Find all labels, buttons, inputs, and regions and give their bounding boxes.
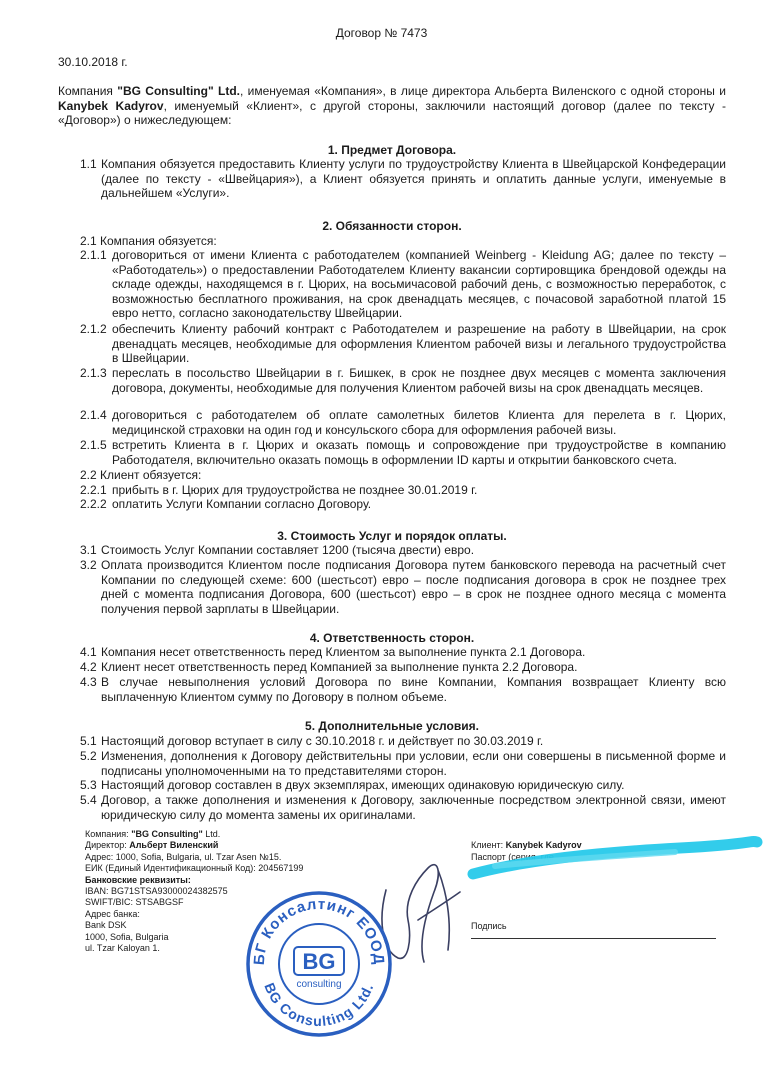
clause-text: переслать в посольство Швейцарии в г. Бишкек, в срок не позднее двух месяцев с момента заключения договора, документы, необходимые для получения Клиентом рабочей визы на срок двенадцать месяцев. (112, 366, 726, 395)
clause-2-1-1 (80, 248, 726, 321)
stamp-logo: BG (302, 949, 336, 974)
intro-client: Kanybek Kadyrov (58, 98, 164, 113)
stamp-text-top: БГ Консалтинг ЕООД (250, 895, 388, 966)
client-value: Kanybek Kadyrov (505, 840, 582, 850)
clause-number: 3.2 (80, 558, 97, 572)
clause-4-3 (80, 675, 726, 704)
clause-number: 2.1.4 (80, 408, 107, 422)
clause-text: В случае невыполнения условий Договора по вине Компании, Компания возвращает Клиенту всю выплаченную Клиентом сумму по Договору в полном объеме. (101, 675, 726, 704)
clause-5-2 (80, 749, 726, 778)
director-label: Директор: (85, 840, 130, 851)
clause-number: 2.1.5 (80, 438, 107, 452)
company-eik: ЕИК (Единый Идентификационный Код): 204567199 (85, 863, 304, 874)
clause-text: Клиент несет ответственность перед Компанией за выполнение пункта 2.2 Договора. (101, 660, 578, 674)
director-value: Альберт Виленский (129, 840, 219, 851)
clause-number: 4.3 (80, 675, 97, 689)
clause-number: 5.3 (80, 778, 97, 792)
clause-text: договориться с работодателем об оплате самолетных билетов Клиента для перелета в г. Цюрих, медицинской страховки на один год и консульского сбора для оформления рабочей визы. (112, 408, 726, 437)
bank-city: 1000, Sofia, Bulgaria (85, 931, 169, 942)
company-stamp (244, 889, 394, 1039)
clause-2-1-5 (80, 438, 726, 467)
clause-number: 2.2.1 (80, 482, 107, 497)
contract-date: 30.10.2018 г. (58, 55, 128, 69)
clause-3-1 (80, 543, 726, 558)
clause-text: Настоящий договор составлен в двух экземплярах, имеющих одинаковую юридическую силу. (101, 778, 625, 792)
clause-heading-text: 2.1 Компания обязуется: (80, 234, 217, 248)
intro-company: "BG Consulting" Ltd. (117, 84, 240, 98)
clause-number: 2.1.2 (80, 322, 107, 336)
clause-number: 2.1.3 (80, 366, 107, 380)
bank-name: Bank DSK (85, 920, 127, 931)
clause-2-1-2 (80, 322, 726, 366)
clause-text: Настоящий договор вступает в силу с 30.10.2018 г. и действует по 30.03.2019 г. (101, 734, 544, 748)
clause-number: 1.1 (80, 157, 97, 171)
clause-2-2-1 (80, 483, 726, 498)
clause-number: 5.1 (80, 734, 97, 748)
company-value: "BG Consulting" (131, 829, 203, 839)
clause-text: Стоимость Услуг Компании составляет 1200 (тысяча двести) евро. (101, 543, 475, 557)
clause-4-1 (80, 645, 726, 660)
company-address: Адрес: 1000, Sofia, Bulgaria, ul. Tzar Asen №15. (85, 851, 282, 862)
company-line (85, 829, 303, 840)
clause-text: обеспечить Клиенту рабочий контракт с Работодателем и разрешение на работу в Швейцарии, на срок двенадцать месяцев, необходимые для оформления Клиентом рабочей визы и легального трудоустройства в Швейцарии. (112, 322, 726, 366)
clause-text: Оплата производится Клиентом после подписания Договора путем банковского перевода на расчетный счет Компании по следующей схеме: 600 (шестьсот) евро – после подписания договора в срок не позднее трех дней с момента подписания Договора, 600 (шестьсот) евро – в срок не позднее одного месяца с момента получения первой зарплаты в Швейцарии. (101, 558, 726, 616)
clause-text: Изменения, дополнения к Договору действительны при условии, если они совершены в письменной форме и подписаны уполномоченными на то представителями сторон. (101, 749, 726, 778)
clause-text: Компания несет ответственность перед Клиентом за выполнение пункта 2.1 Договора. (101, 645, 586, 659)
client-label: Клиент: (471, 840, 506, 850)
clause-heading-text: 2.2 Клиент обязуется: (80, 468, 202, 482)
contract-title: Договор № 7473 (335, 26, 428, 40)
clause-text: встретить Клиента в г. Цюрих и оказать помощь и сопровождение при трудоустройстве в компанию Работодателя, включительно оказать помощь в оформлении ID карты и открытии банковского счета. (112, 438, 726, 467)
signature-line (471, 938, 716, 939)
bank-details-heading: Банковские реквизиты: (85, 874, 191, 885)
section-4-title: 4. Ответственность сторон. (309, 631, 475, 645)
stamp-logo-sub: consulting (296, 979, 342, 990)
intro-text-3: , именуемый «Клиент», с другой стороны, заключили настоящий договор (далее по тексту - «Договор») о нижеследующем: (58, 98, 727, 128)
clause-number: 2.2.2 (80, 497, 107, 512)
bank-address-label: Адрес банка: (85, 908, 140, 919)
section-1-title: 1. Предмет Договора. (327, 143, 457, 157)
intro-text-2: , именуемая «Компания», в лице директора Альберта Виленского с одной стороны и (239, 84, 726, 98)
clause-text: оплатить Услуги Компании согласно Договору. (112, 497, 372, 512)
clause-number: 4.2 (80, 660, 97, 674)
bank-street: ul. Tzar Kaloyan 1. (85, 942, 160, 953)
section-2-title: 2. Обязанности сторон. (322, 219, 462, 233)
clause-1-1 (80, 157, 726, 201)
clause-text: договориться от имени Клиента с работодателем (компанией Weinberg - Kleidung AG; далее по тексту – «Работодатель») о предоставлении Работодателем Клиенту вакансии сортировщика брендовой одежды на складе одежды, находящемся в г. Цюрих, на восьмичасовой рабочий день, с возможностью переработок, с возможностью бесплатного проживания, на срок двенадцать месяцев, с почасовой заработной платой 15 евро нетто, согласно законодательству Швейцарии. (112, 248, 726, 321)
clause-3-2 (80, 558, 726, 616)
clause-number: 2.1.1 (80, 248, 107, 262)
clause-4-2 (80, 660, 726, 675)
stamp-text-bottom: BG Consulting Ltd. (261, 980, 377, 1030)
clause-text: Компания обязуется предоставить Клиенту услуги по трудоустройству Клиента в Швейцарской Конфедерации (далее по тексту - «Швейцария»), а Клиент обязуется принять и оплатить данные услуги, именуемые в дальнейшем «Услуги». (101, 157, 726, 201)
bank-swift: SWIFT/BIC: STSABGSF (85, 897, 184, 908)
clause-2-1-4 (80, 408, 726, 437)
intro-text-1: Компания (58, 84, 118, 98)
company-label: Компания: (85, 829, 132, 839)
clause-number: 5.2 (80, 749, 97, 763)
director-line (85, 840, 303, 851)
signature-label: Подпись (471, 921, 507, 931)
clause-text: Договор, а также дополнения и изменения к Договору, заключенные посредством электронной связи, имеют юридическую силу до момента замены их оригиналами. (101, 793, 726, 822)
clause-number: 4.1 (80, 645, 97, 659)
bank-iban: IBAN: BG71STSA93000024382575 (85, 885, 228, 896)
client-passport: Паспорт (серия, где (471, 852, 554, 862)
clause-2-2-2 (80, 497, 726, 512)
clause-number: 5.4 (80, 793, 97, 807)
clause-2-2-block (80, 468, 726, 512)
clause-5-1 (80, 734, 726, 749)
clause-5-3 (80, 778, 726, 793)
clause-2-1-heading (80, 234, 726, 249)
clause-number: 3.1 (80, 543, 97, 557)
section-5-title: 5. Дополнительные условия. (305, 719, 479, 733)
clause-5-4 (80, 793, 726, 822)
company-suffix: Ltd. (202, 829, 221, 839)
intro-paragraph (58, 84, 726, 128)
clause-text: прибыть в г. Цюрих для трудоустройства не позднее 30.01.2019 г. (112, 482, 478, 497)
section-3-title: 3. Стоимость Услуг и порядок оплаты. (277, 529, 507, 543)
redaction-scribble (465, 830, 763, 890)
clause-2-1-3 (80, 366, 726, 395)
